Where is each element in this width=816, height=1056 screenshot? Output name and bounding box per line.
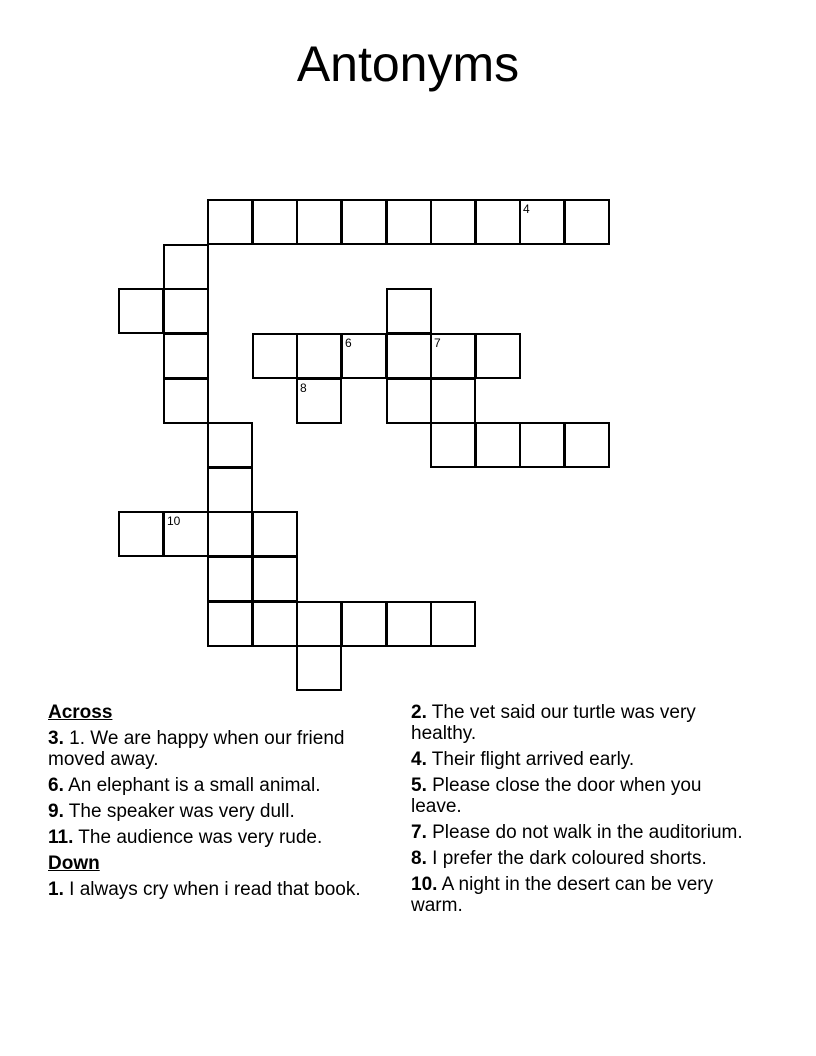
grid-cell[interactable] — [341, 601, 387, 647]
clue-down-4: 4. Their flight arrived early. — [411, 749, 635, 770]
grid-cell[interactable] — [207, 601, 253, 647]
clue-number: 6 — [345, 336, 352, 350]
clue-down-2: 2. The vet said our turtle was very healthy. — [411, 702, 696, 744]
across-heading: Across — [48, 702, 113, 723]
grid-cell[interactable] — [475, 422, 521, 468]
clue-number: 4 — [523, 202, 530, 216]
clue-number: 10 — [167, 514, 181, 528]
clues-left-column — [48, 702, 378, 905]
grid-cell[interactable] — [386, 333, 432, 379]
grid-cell[interactable] — [296, 601, 342, 647]
grid-cell[interactable] — [341, 199, 387, 245]
grid-cell[interactable] — [296, 199, 342, 245]
grid-cell[interactable] — [118, 288, 164, 334]
clue-across-11: 11. The audience was very rude. — [48, 827, 323, 848]
clue-across-6: 6. An elephant is a small animal. — [48, 775, 321, 796]
grid-cell[interactable] — [519, 422, 565, 468]
grid-cell[interactable] — [386, 601, 432, 647]
down-heading: Down — [48, 853, 100, 874]
clue-across-9: 9. The speaker was very dull. — [48, 801, 295, 822]
clue-down-7: 7. Please do not walk in the auditorium. — [411, 822, 743, 843]
grid-cell[interactable] — [519, 199, 565, 245]
clue-across-3: 3. 1. We are happy when our friend moved away. — [48, 728, 345, 770]
grid-cell[interactable] — [118, 511, 164, 557]
grid-cell[interactable] — [564, 199, 610, 245]
clues-right-column — [411, 702, 756, 921]
grid-cell[interactable] — [252, 199, 298, 245]
grid-cell[interactable] — [207, 556, 253, 602]
grid-cell[interactable] — [430, 199, 476, 245]
grid-cell[interactable] — [252, 333, 298, 379]
clue-number: 8 — [300, 381, 307, 395]
grid-cell[interactable] — [252, 511, 298, 557]
grid-cell[interactable] — [296, 378, 342, 424]
grid-cell[interactable] — [163, 378, 209, 424]
grid-cell[interactable] — [207, 422, 253, 468]
grid-cell[interactable] — [430, 333, 476, 379]
clue-down-10: 10. A night in the desert can be very warm. — [411, 874, 714, 916]
grid-cell[interactable] — [475, 333, 521, 379]
grid-cell[interactable] — [430, 601, 476, 647]
grid-cell[interactable] — [207, 467, 253, 513]
clue-down-8: 8. I prefer the dark coloured shorts. — [411, 848, 707, 869]
grid-cell[interactable] — [430, 422, 476, 468]
grid-cell[interactable] — [296, 645, 342, 691]
grid-cell[interactable] — [386, 288, 432, 334]
grid-cell[interactable] — [564, 422, 610, 468]
grid-cell[interactable] — [296, 333, 342, 379]
grid-cell[interactable] — [341, 333, 387, 379]
puzzle-title: Antonyms — [296, 36, 520, 92]
grid-cell[interactable] — [252, 601, 298, 647]
grid-cell[interactable] — [252, 556, 298, 602]
grid-cell[interactable] — [386, 378, 432, 424]
grid-cell[interactable] — [386, 199, 432, 245]
clue-down-1: 1. I always cry when i read that book. — [48, 879, 361, 900]
grid-cell[interactable] — [430, 378, 476, 424]
grid-cell[interactable] — [475, 199, 521, 245]
grid-cell[interactable] — [207, 199, 253, 245]
grid-cell[interactable] — [163, 288, 209, 334]
grid-cell[interactable] — [163, 244, 209, 290]
grid-cell[interactable] — [207, 511, 253, 557]
clue-number: 7 — [434, 336, 441, 350]
grid-cell[interactable] — [163, 511, 209, 557]
grid-cell[interactable] — [163, 333, 209, 379]
clue-down-5: 5. Please close the door when you leave. — [411, 775, 702, 817]
